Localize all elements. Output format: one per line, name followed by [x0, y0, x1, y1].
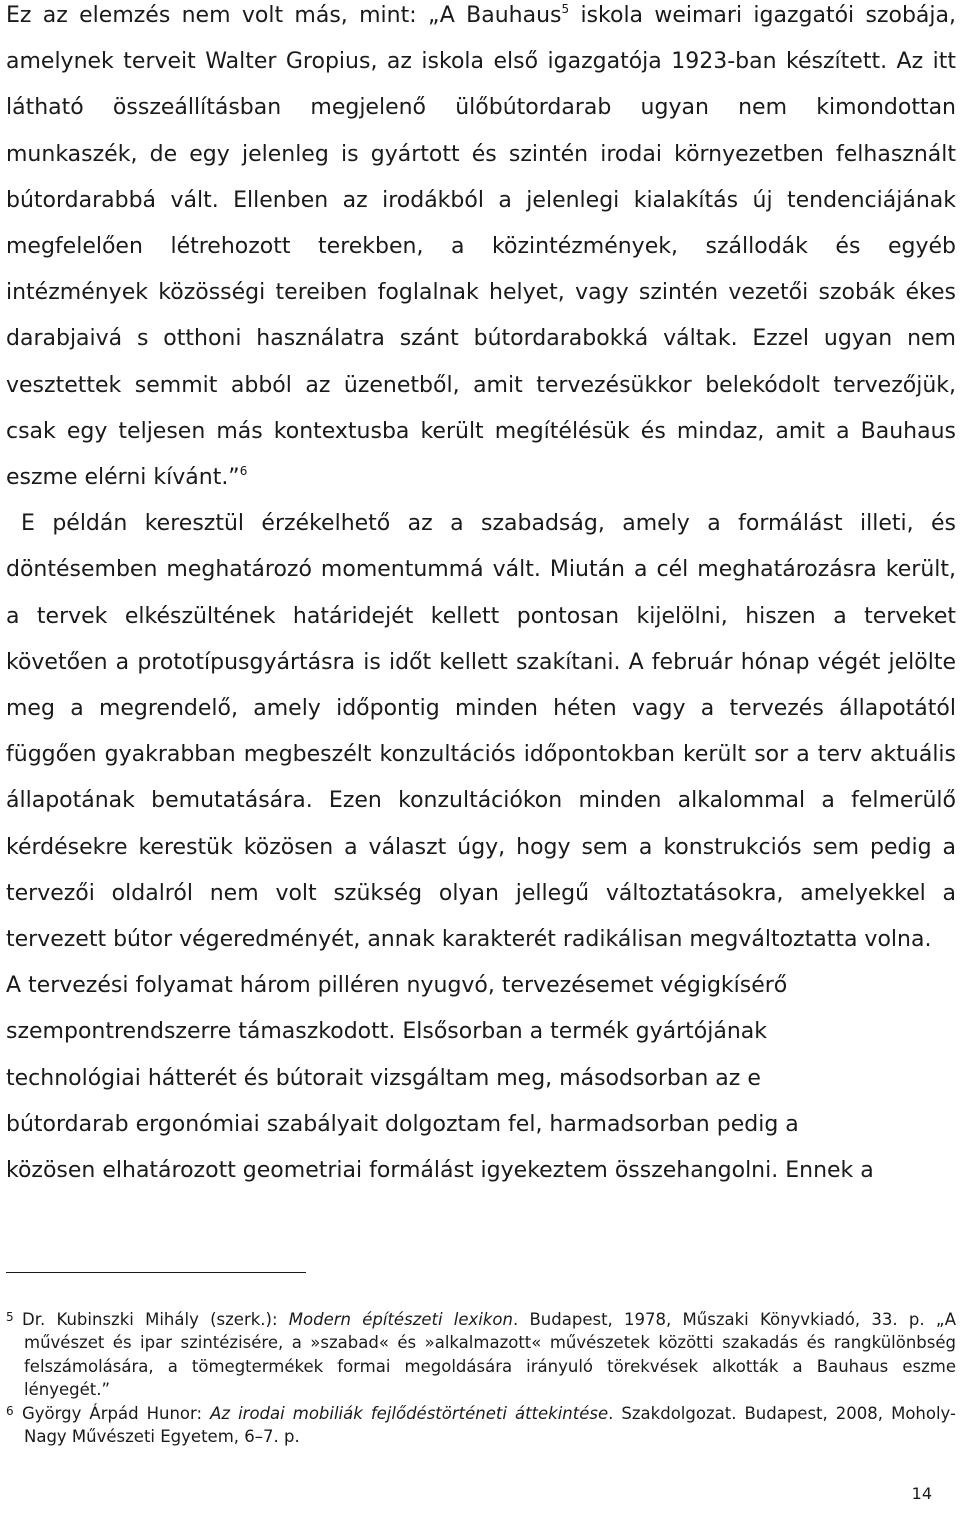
footnote-5: [6, 1308, 956, 1402]
footnote-number: 5: [6, 1310, 14, 1324]
footnote-text: György Árpád Hunor:: [22, 1403, 211, 1423]
footnote-text: . Szakdolgozat. Budapest, 2008, Moholy-Nagy Művészeti Egyetem, 6–7. p.: [24, 1403, 956, 1447]
paragraph-3-line: szempontrendszerre támaszkodott. Elsősorban a termék gyártójának: [6, 1019, 768, 1045]
footnote-ref-5[interactable]: 5: [561, 2, 570, 16]
page-number: 14: [911, 1484, 932, 1503]
paragraph-3-line: bútordarab ergonómiai szabályait dolgoztam fel, harmadsorban pedig a: [6, 1111, 799, 1137]
footnote-6: [6, 1402, 956, 1449]
paragraph-2: [6, 501, 956, 963]
paragraph-3-line: közösen elhatározott geometriai formálást igyekeztem összehangolni. Ennek a: [6, 1158, 874, 1184]
footnote-ref-6[interactable]: 6: [239, 464, 248, 479]
footnote-title: Modern építészeti lexikon: [288, 1310, 513, 1329]
footnote-text: Dr. Kubinszki Mihály (szerk.):: [22, 1310, 289, 1329]
paragraph-1-text-b: iskola weimari igazgatói szobája, amelynek terveit Walter Gropius, az iskola első igazgatója 1923-ban készített. Az itt látható összeállításban megjelenő ülőbútordarab ugyan nem kimondottan munkaszék, de egy jelenleg is gyártott és szintén irodai környezetben felhasznált bútordarabbá vált. Ellenben az irodákból a jelenlegi kialakítás új tendenciájának megfelelően létrehozott terekben, a közintézmények, szállodák és egyéb intézmények közösségi tereiben foglalnak helyet, vagy szintén vezetői szobák ékes darabjaivá s otthoni használatra szánt bútordarabokká váltak. Ezzel ugyan nem vesztettek semmit abból az üzenetből, amit tervezésükkor belekódolt tervezőjük, csak egy teljesen más kontextusba került megítélésük és mindaz, amit a Bauhaus eszme elérni kívánt.”: [6, 3, 956, 491]
paragraph-1-text-a: Ez az elemzés nem volt más, mint: „A Bauhaus: [6, 3, 562, 28]
footnote-title: Az irodai mobiliák fejlődéstörténeti áttekintése: [210, 1403, 609, 1423]
paragraph-2-text: E példán keresztül érzékelhető az a szabadság, amely a formálást illeti, és döntésemben meghatározó momentummá vált. Miután a cél meghatározásra került, a tervek elkészültének határidejét kellett pontosan kijelölni, hiszen a terveket követően a prototípusgyártásra is időt kellett szakítani. A február hónap végét jelölte meg a megrendelő, amely időpontig minden héten vagy a tervezés állapotától függően gyakrabban megbeszélt konzultációs időpontokban került sor a terv aktuális állapotának bemutatására. Ezen konzultációkon minden alkalommal a felmerülő kérdésekre kerestük közösen a választ úgy, hogy sem a konstrukciós sem pedig a tervezői oldalról nem volt szükség olyan jellegű változtatásokra, amelyekkel a tervezett bútor végeredményét, annak karakterét radikálisan megváltoztatta volna.: [6, 511, 956, 953]
paragraph-1: [6, 0, 956, 501]
footnotes: [6, 1308, 956, 1448]
footnote-number: 6: [6, 1403, 14, 1418]
footnote-text: . Budapest, 1978, Műszaki Könyvkiadó, 33. p. „A művészet és ipar szintézisére, a »szabad« és »alkalmazott« művészetek közötti szakadás és rangkülönbség felszámolására, a tömegtermékek formai megoldására irányuló törekvések alkották a Bauhaus eszme lényegét.”: [24, 1310, 956, 1400]
footnote-separator: [6, 1272, 306, 1273]
paragraph-3-line: A tervezési folyamat három pilléren nyugvó, tervezésemet végigkísérő: [6, 973, 788, 999]
paragraph-3-line: technológiai hátterét és bútorait vizsgáltam meg, másodsorban az e: [6, 1065, 761, 1091]
paragraph-3: [6, 963, 956, 1194]
page-body: [6, 0, 956, 1194]
